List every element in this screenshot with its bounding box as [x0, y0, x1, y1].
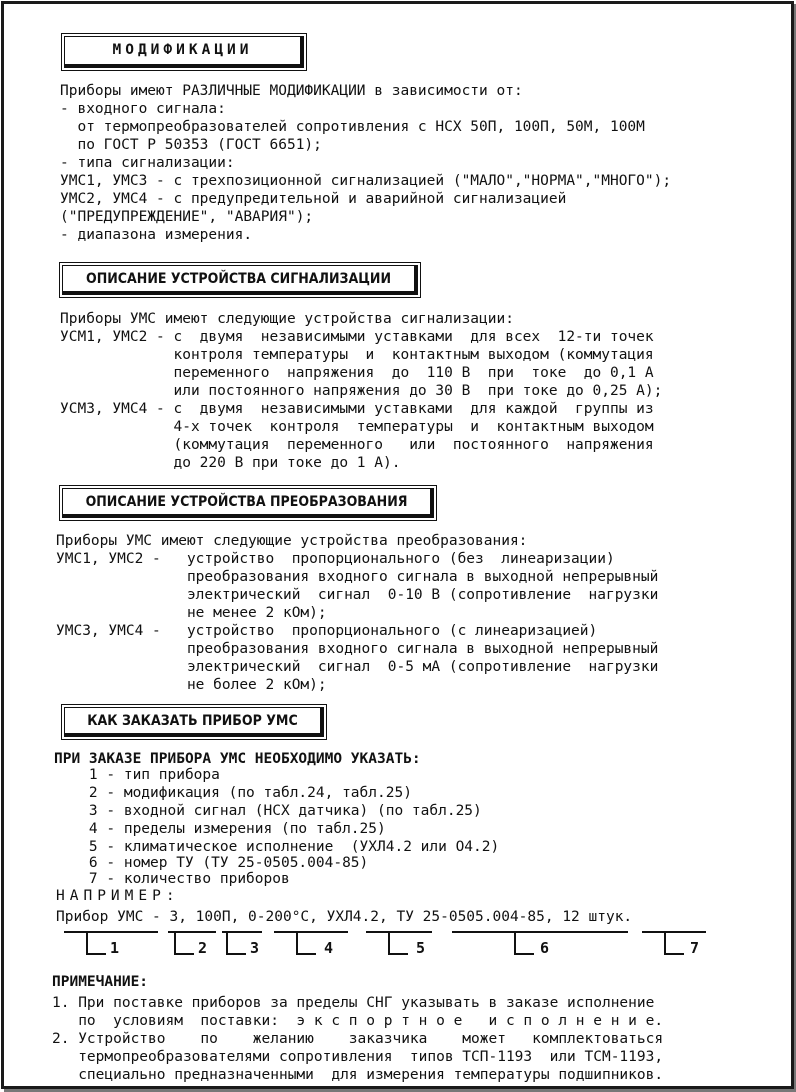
conversion-line: не менее 2 кОм); [56, 605, 327, 621]
modifications-line: - типа сигнализации: [60, 155, 235, 171]
conversion-line: УМС3, УМС4 - устройство пропорционального (с линеаризацией) [56, 623, 598, 639]
conversion-line: УМС1, УМС2 - устройство пропорционального (без линеаризации) [56, 551, 615, 567]
conversion-line: электрический сигнал 0-5 мА (сопротивление нагрузки [56, 659, 659, 675]
order-line: 7 - количество приборов [54, 871, 290, 887]
modifications-line: - диапазона измерения. [60, 227, 253, 243]
bracket-number-1: 1 [110, 939, 120, 957]
example-label: НАПРИМЕР: [56, 888, 180, 904]
order-line: ПРИ ЗАКАЗЕ ПРИБОРА УМС НЕОБХОДИМО УКАЗАТЬ: [54, 751, 421, 767]
conversion-line: преобразования входного сигнала в выходной непрерывный [56, 569, 659, 585]
note-line: по условиям поставки: э к с п о р т н о е и с п о л н е н и е. [52, 1013, 664, 1029]
alarm-line: до 220 В при токе до 1 А). [60, 455, 401, 471]
alarm-line: переменного напряжения до 110 В при токе до 0,1 А [60, 365, 654, 381]
note-line: 1. При поставке приборов за пределы СНГ указывать в заказе исполнение [52, 995, 655, 1011]
conversion-line: Приборы УМС имеют следующие устройства преобразования: [56, 533, 528, 549]
order-line: 1 - тип прибора [54, 767, 220, 783]
modifications-header [64, 36, 304, 68]
alarm-title: ОПИСАНИЕ УСТРОЙСТВА СИГНАЛИЗАЦИИ [86, 271, 391, 287]
modifications-line: Приборы имеют РАЗЛИЧНЫЕ МОДИФИКАЦИИ в зависимости от: [60, 83, 523, 99]
alarm-line: УСМ1, УМС2 - с двумя независимыми уставками для всех 12-ти точек [60, 329, 654, 345]
order-line: 3 - входной сигнал (НСХ датчика) (по табл.25) [54, 803, 482, 819]
bracket-number-7: 7 [690, 939, 700, 957]
modifications-line: ("ПРЕДУПРЕЖДЕНИЕ", "АВАРИЯ"); [60, 209, 314, 225]
conversion-line: не более 2 кОм); [56, 677, 327, 693]
modifications-line: от термопреобразователей сопротивления с НСХ 50П, 100П, 50М, 100М [60, 119, 645, 135]
note-line: 2. Устройство по желанию заказчика может комплектоваться [52, 1031, 664, 1047]
alarm-line: или постоянного напряжения до 30 В при токе до 0,25 А); [60, 383, 663, 399]
order-line: 5 - климатическое исполнение (УХЛ4.2 или О4.2) [54, 839, 500, 855]
example-text: Прибор УМС - 3, 100П, 0-200°С, УХЛ4.2, ТУ 25-0505.004-85, 12 штук. [56, 909, 633, 925]
modifications-line: УМС2, УМС4 - с предупредительной и аварийной сигнализацией [60, 191, 567, 207]
conversion-line: преобразования входного сигнала в выходной непрерывный [56, 641, 659, 657]
order-line: 6 - номер ТУ (ТУ 25-0505.004-85) [54, 855, 369, 871]
note-title: ПРИМЕЧАНИЕ: [52, 974, 149, 990]
bracket-number-6: 6 [540, 939, 550, 957]
modifications-title: МОДИФИКАЦИИ [112, 42, 253, 58]
conversion-line: электрический сигнал 0-10 В (сопротивление нагрузки [56, 587, 659, 603]
alarm-header [62, 265, 418, 295]
bracket-number-4: 4 [324, 939, 334, 957]
note-line: термопреобразователями сопротивления типов ТСП-1193 или ТСМ-1193, [52, 1049, 664, 1065]
conversion-title: ОПИСАНИЕ УСТРОЙСТВА ПРЕОБРАЗОВАНИЯ [85, 494, 408, 510]
alarm-line: УСМ3, УМС4 - с двумя независимыми уставками для каждой группы из [60, 401, 654, 417]
order-header [64, 707, 324, 737]
bracket-number-2: 2 [198, 939, 208, 957]
bracket-number-5: 5 [416, 939, 426, 957]
modifications-line: по ГОСТ Р 50353 (ГОСТ 6651); [60, 137, 322, 153]
modifications-line: - входного сигнала: [60, 101, 226, 117]
modifications-line: УМС1, УМС3 - с трехпозиционной сигнализацией ("МАЛО","НОРМА","МНОГО"); [60, 173, 672, 189]
alarm-line: Приборы УМС имеют следующие устройства сигнализации: [60, 311, 514, 327]
alarm-line: (коммутация переменного или постоянного напряжения [60, 437, 654, 453]
bracket-number-3: 3 [250, 939, 260, 957]
alarm-line: 4-х точек контроля температуры и контактным выходом [60, 419, 654, 435]
order-line: 2 - модификация (по табл.24, табл.25) [54, 785, 412, 801]
alarm-line: контроля температуры и контактным выходом (коммутация [60, 347, 654, 363]
note-line: специально предназначенными для измерения температуры подшипников. [52, 1067, 664, 1083]
order-title: КАК ЗАКАЗАТЬ ПРИБОР УМС [87, 713, 298, 729]
conversion-header [62, 488, 434, 518]
order-line: 4 - пределы измерения (по табл.25) [54, 821, 386, 837]
